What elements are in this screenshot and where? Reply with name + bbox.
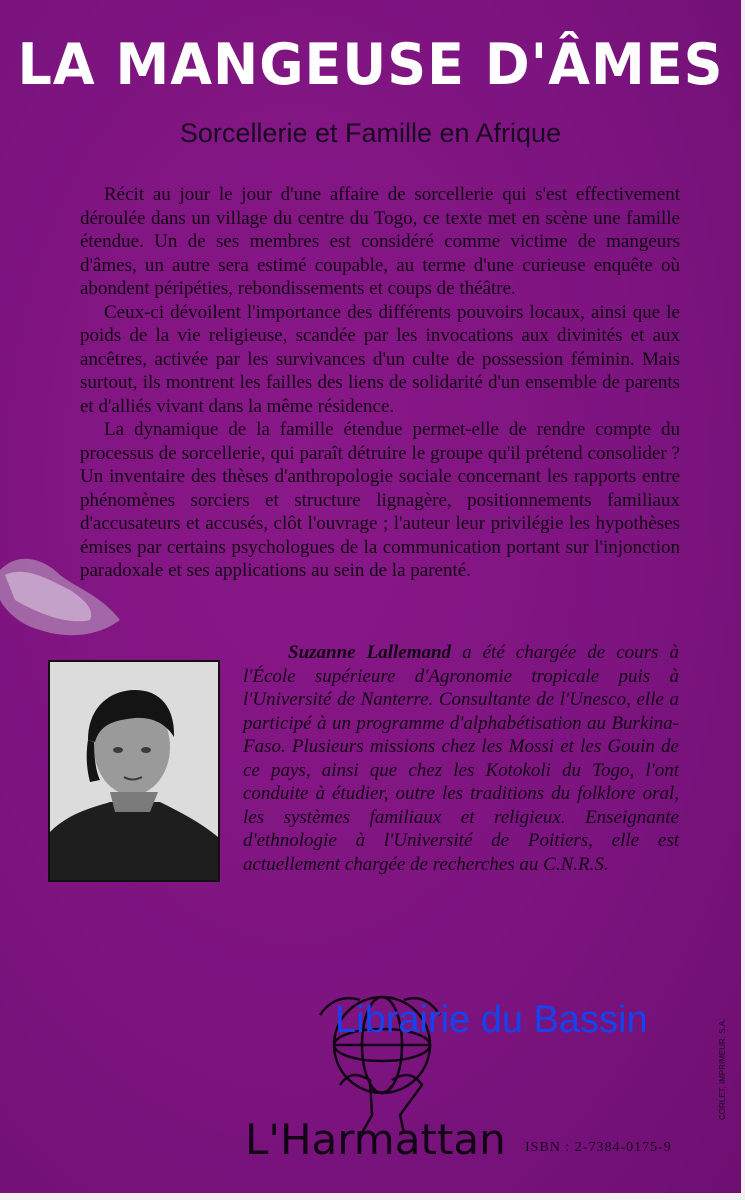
blurb — [80, 183, 680, 583]
blurb-paragraph: La dynamique de la famille étendue permet-elle de rendre compte du processus de sorcellerie, qui paraît détruire le groupe qu'il prétend consolider ? Un inventaire des thèses d'anthropologie sociale concernant les rapports entre phénomènes sorciers et structure lignagère, positionnements familiaux d'accusateurs et accusés, clôt l'ouvrage ; l'auteur leur privilégie les hypothèses émises par certains psychologues de la communication portant sur l'injonction paradoxale et ses applications au sein de la parenté. — [80, 419, 680, 581]
author-bio — [243, 641, 679, 876]
author-name: Suzanne Lallemand — [288, 642, 452, 663]
author-bio-text: a été chargée de cours à l'École supérieure d'Agronomie tropicale puis à l'Université de Nanterre. Consultante de l'Unesco, elle a participé à un programme d'alphabétisation au Burkina-Faso. Plusieurs missions chez les Mossi et les Gouin de ce pays, ainsi que chez les Kotokoli du Togo, l'ont conduite à étudier, outre les traditions du folklore oral, les systèmes familiaux et religieux. Enseignante d'ethnologie à l'Université de Poitiers, elle est actuellement chargée de recherches au C.N.R.S. — [243, 642, 679, 875]
seller-watermark: Librairie du Bassin — [335, 999, 648, 1041]
publisher-name: L'Harmattan — [245, 1115, 506, 1164]
author-photo — [48, 660, 220, 882]
book-title: LA MANGEUSE D'ÂMES — [17, 31, 724, 98]
bio-paragraph — [243, 641, 679, 876]
blurb-paragraph: Récit au jour le jour d'une affaire de sorcellerie qui s'est effectivement déroulée dans un village du centre du Togo, ce texte met en scène une famille étendue. Un de ses membres est considéré comme victime de mangeurs d'âmes, un autre sera estimé coupable, au terme d'une curieuse enquête où abondent péripéties, rebondissements et coups de théâtre. — [80, 184, 680, 299]
book-subtitle: Sorcellerie et Famille en Afrique — [179, 118, 562, 148]
cover-scuff — [0, 540, 140, 660]
blurb-paragraph: Ceux-ci dévoilent l'importance des différents pouvoirs locaux, ainsi que le poids de la vie religieuse, scandée par les invocations aux divinités et aux ancêtres, activée par les survivances d'un culte de possession féminin. Mais surtout, ils montrent les failles des liens de solidarité d'un ensemble de parents et d'alliés vivant dans la même résidence. — [80, 301, 680, 417]
isbn: ISBN : 2-7384-0175-9 — [525, 1140, 672, 1155]
printer-mark: CORLET, IMPRIMEUR, S.A. — [718, 1018, 727, 1120]
